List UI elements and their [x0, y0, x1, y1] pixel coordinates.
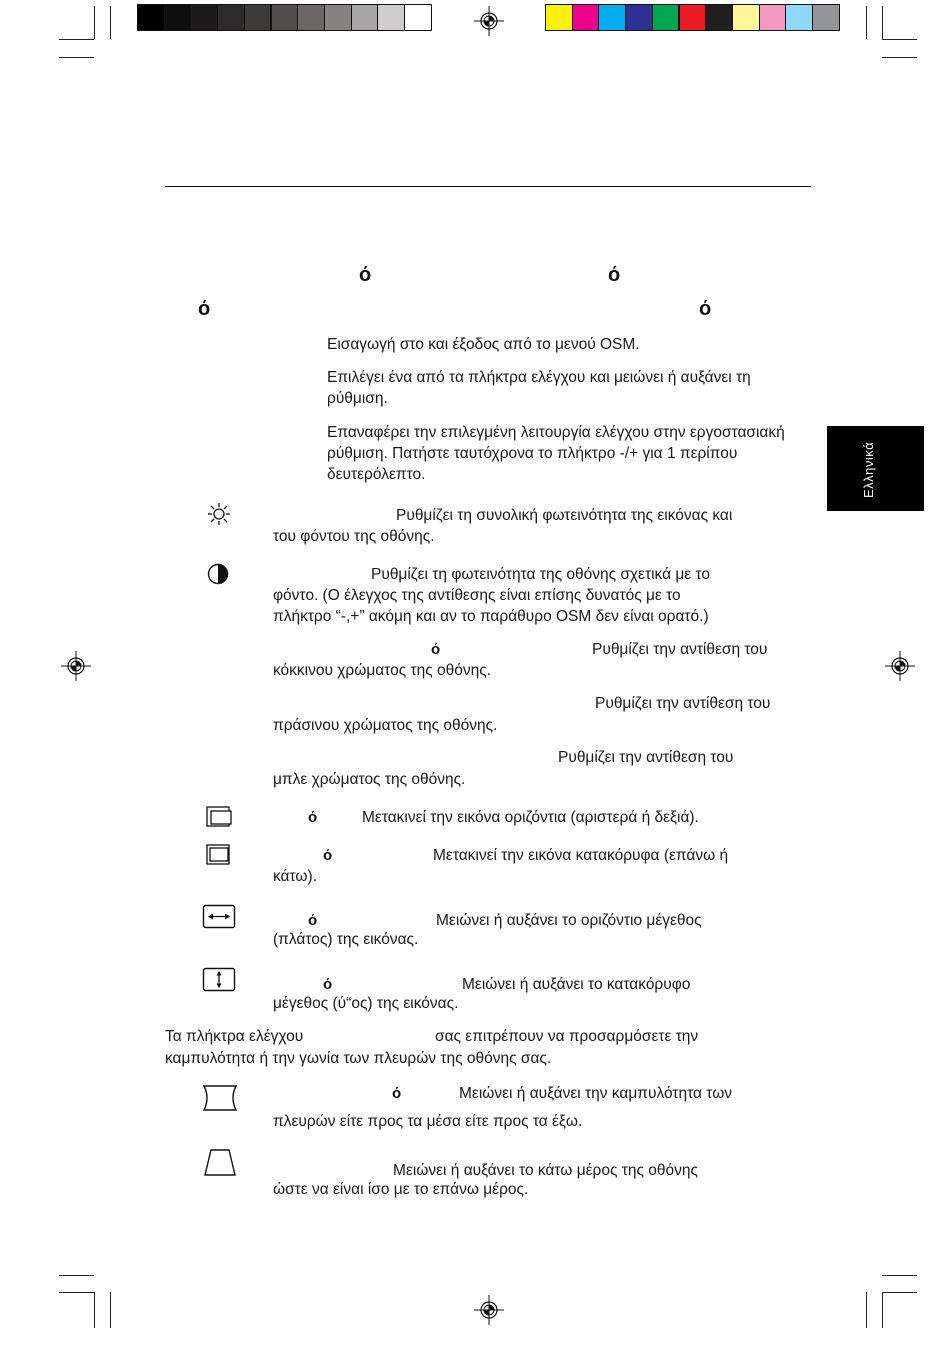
header-glyph: ό [699, 298, 712, 320]
gray-calibration-strip [137, 0, 431, 34]
color-swatch [190, 4, 218, 31]
color-swatch [164, 4, 192, 31]
setting-text: κάτω). [273, 868, 317, 885]
geometry-intro: σας επιτρέπουν να προσαρμόσετε την [435, 1028, 699, 1045]
color-calibration-strip [545, 0, 839, 34]
setting-text: φόντο. (Ο έλεγχος της αντίθεσης είναι επίσης δυνατός με το [273, 587, 681, 604]
setting-text: Ρυθμίζει την αντίθεση του [592, 641, 768, 658]
color-swatch [572, 4, 600, 31]
header-rule [165, 186, 811, 187]
setting-text: μέγεθος (ύ“ος) της εικόνας. [273, 995, 459, 1012]
contrast-icon [207, 563, 229, 585]
control-description: Επαναφέρει την επιλεγμένη λειτουργία ελέγχου στην εργοστασιακή ρύθμιση. Πατήστε ταυτόχρονα το πλήκτρο -/+ για 1 περίπου δευτερόλεπτο. [327, 424, 785, 483]
setting-glyph: ό [323, 847, 333, 864]
registration-mark-right-icon [885, 651, 915, 681]
control-description: Εισαγωγή στο και έξοδος από το μενού OSM. [327, 336, 640, 353]
control-description: Επιλέγει ένα από τα πλήκτρα ελέγχου και μειώνει ή αυξάνει τη ρύθμιση. [327, 369, 751, 407]
color-swatch [244, 4, 272, 31]
h-position-icon [205, 805, 233, 829]
setting-text: (πλάτος) της εικόνας. [273, 931, 419, 948]
color-swatch [351, 4, 379, 31]
geometry-intro: καμπυλότητα ή την γωνία των πλευρών της οθόνης σας. [165, 1050, 552, 1067]
header-glyph: ό [608, 264, 621, 286]
color-swatch [812, 4, 840, 31]
color-swatch [679, 4, 707, 31]
color-swatch [705, 4, 733, 31]
color-swatch [297, 4, 325, 31]
setting-text: ώστε να είναι ίσο με το επάνω μέρος. [273, 1181, 529, 1198]
setting-text: Ρυθμίζει την αντίθεση του [595, 695, 771, 712]
color-swatch [732, 4, 760, 31]
setting-text: Μετακινεί την εικόνα οριζόντια (αριστερά ή δεξιά). [362, 809, 699, 826]
setting-glyph: ό [308, 912, 318, 929]
setting-text: Μειώνει ή αυξάνει το κατακόρυφο [462, 976, 691, 993]
color-swatch [598, 4, 626, 31]
registration-mark-top-icon [474, 6, 504, 36]
v-size-icon [202, 967, 236, 993]
color-swatch [759, 4, 787, 31]
header-glyph: ό [359, 264, 372, 286]
registration-mark-bottom-icon [474, 1295, 504, 1325]
setting-text: πλήκτρο “-,+” ακόμη και αν το παράθυρο OSM δεν είναι ορατό.) [273, 608, 709, 625]
language-tab-label: Ελληνικά [861, 441, 876, 498]
header-glyph: ό [198, 298, 211, 320]
setting-text: Ρυθμίζει την αντίθεση του [558, 749, 734, 766]
color-swatch [625, 4, 653, 31]
trapezoid-icon [202, 1148, 238, 1178]
language-tab [827, 426, 924, 511]
color-swatch [652, 4, 680, 31]
setting-text: πλευρών είτε προς τα μέσα είτε προς τα έξω. [273, 1113, 583, 1130]
color-swatch [217, 4, 245, 31]
setting-glyph: ό [431, 641, 441, 658]
setting-text: Μειώνει ή αυξάνει το οριζόντιο μέγεθος [436, 912, 702, 929]
setting-text: πράσινου χρώματος της οθόνης. [273, 717, 498, 734]
h-size-icon [202, 904, 236, 930]
setting-text: Μειώνει ή αυξάνει το κάτω μέρος της οθόνης [393, 1162, 698, 1179]
color-swatch [324, 4, 352, 31]
color-swatch [377, 4, 405, 31]
setting-text: μπλε χρώματος της οθόνης. [273, 771, 466, 788]
setting-text: Μειώνει ή αυξάνει την καμπυλότητα των [459, 1085, 733, 1102]
color-swatch [545, 4, 573, 31]
brightness-icon [207, 502, 231, 526]
color-swatch [137, 4, 165, 31]
color-swatch [785, 4, 813, 31]
color-swatch [404, 4, 432, 31]
pincushion-icon [202, 1084, 238, 1112]
setting-glyph: ό [323, 976, 333, 993]
setting-text: Ρυθμίζει τη φωτεινότητα της οθόνης σχετικά με το [371, 566, 711, 583]
color-swatch [271, 4, 299, 31]
setting-text: Μετακινεί την εικόνα κατακόρυφα (επάνω ή [433, 847, 729, 864]
setting-text: κόκκινου χρώματος της οθόνης. [273, 662, 492, 679]
v-position-icon [205, 843, 233, 867]
setting-glyph: ό [392, 1085, 402, 1102]
geometry-intro: Τα πλήκτρα ελέγχου [165, 1028, 304, 1045]
setting-glyph: ό [308, 809, 318, 826]
registration-mark-left-icon [61, 651, 91, 681]
setting-text: του φόντου της οθόνης. [273, 528, 435, 545]
setting-text: Ρυθμίζει τη συνολική φωτεινότητα της εικόνας και [396, 507, 733, 524]
